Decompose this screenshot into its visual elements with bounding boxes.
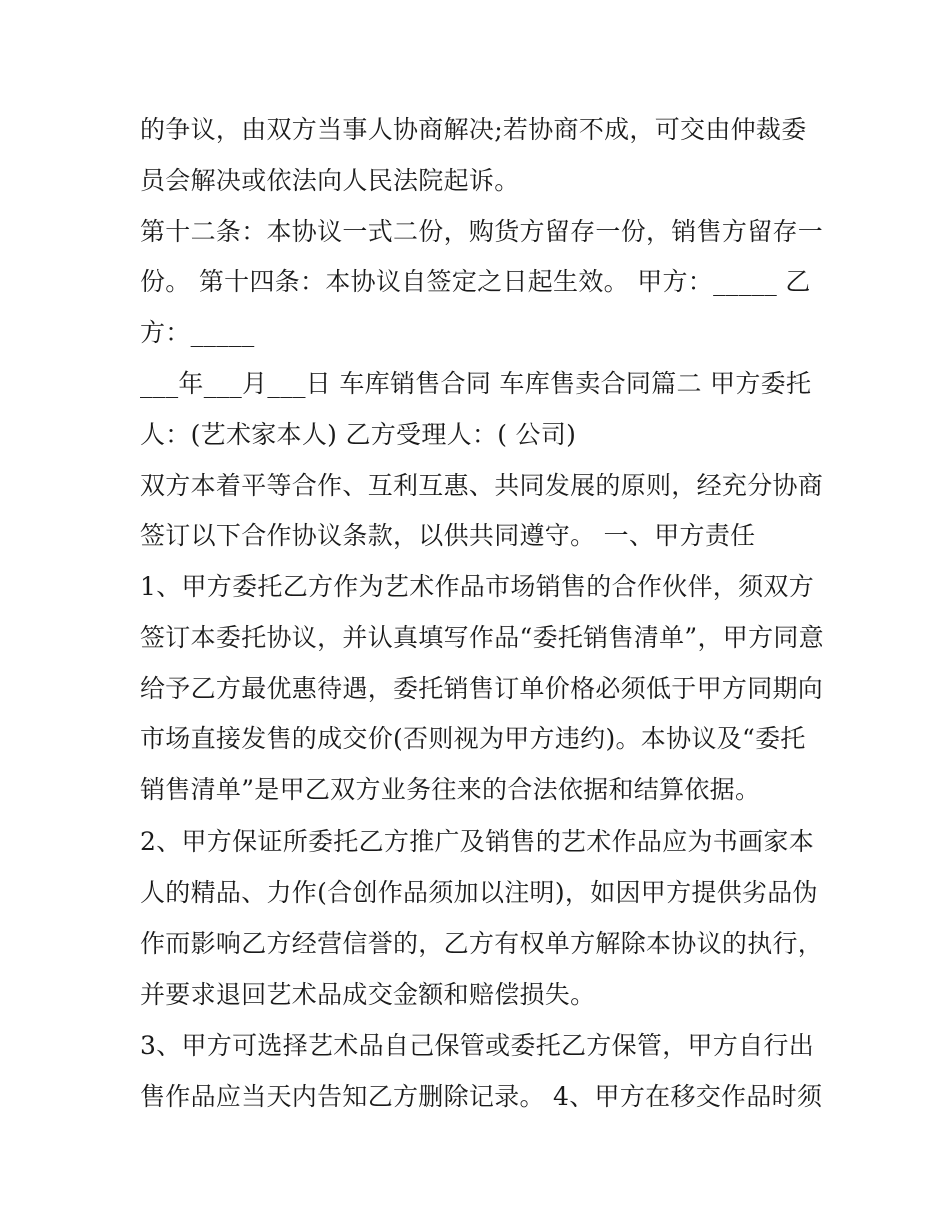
text-line: 签订本委托协议，并认真填写作品“委托销售清单”，甲方同意 — [140, 623, 824, 652]
text-line: 给予乙方最优惠待遇，委托销售订单价格必须低于甲方同期向 — [140, 674, 824, 703]
text-line: 售作品应当天内告知乙方删除记录。 4、甲方在移交作品时须 — [140, 1082, 823, 1111]
text-line: 3、甲方可选择艺术品自己保管或委托乙方保管，甲方自行出 — [140, 1031, 815, 1060]
text-line: 人的精品、力作(合创作品须加以注明)，如因甲方提供劣品伪 — [140, 878, 818, 907]
text-line: 作而影响乙方经营信誉的，乙方有权单方解除本协议的执行， — [140, 929, 824, 958]
text-line: 双方本着平等合作、互利互惠、共同发展的原则，经充分协商 — [140, 471, 824, 500]
text-line: 方：_____ — [140, 318, 255, 347]
text-line: 市场直接发售的成交价(否则视为甲方违约)。本协议及“委托 — [140, 724, 806, 753]
text-line: 份。 第十四条：本协议自签定之日起生效。 甲方：_____ 乙 — [140, 267, 811, 296]
text-line: 并要求退回艺术品成交金额和赔偿损失。 — [140, 980, 596, 1009]
text-line: 销售清单”是甲乙双方业务往来的合法依据和结算依据。 — [140, 775, 761, 804]
text-line: 第十二条：本协议一式二份，购货方留存一份，销售方留存一 — [140, 217, 824, 246]
text-line: 人：(艺术家本人) 乙方受理人：( 公司) — [140, 420, 577, 449]
text-line: 员会解决或依法向人民法院起诉。 — [140, 166, 520, 195]
text-line: 2、甲方保证所委托乙方推广及销售的艺术作品应为书画家本 — [140, 827, 815, 856]
text-line: 的争议，由双方当事人协商解决;若协商不成，可交由仲裁委 — [140, 115, 807, 144]
text-line: 签订以下合作协议条款，以供共同遵守。 一、甲方责任 — [140, 521, 756, 550]
text-line: 1、甲方委托乙方作为艺术作品市场销售的合作伙伴，须双方 — [140, 572, 815, 601]
text-line: ___年___月___日 车库销售合同 车库售卖合同篇二 甲方委托 — [140, 369, 812, 398]
